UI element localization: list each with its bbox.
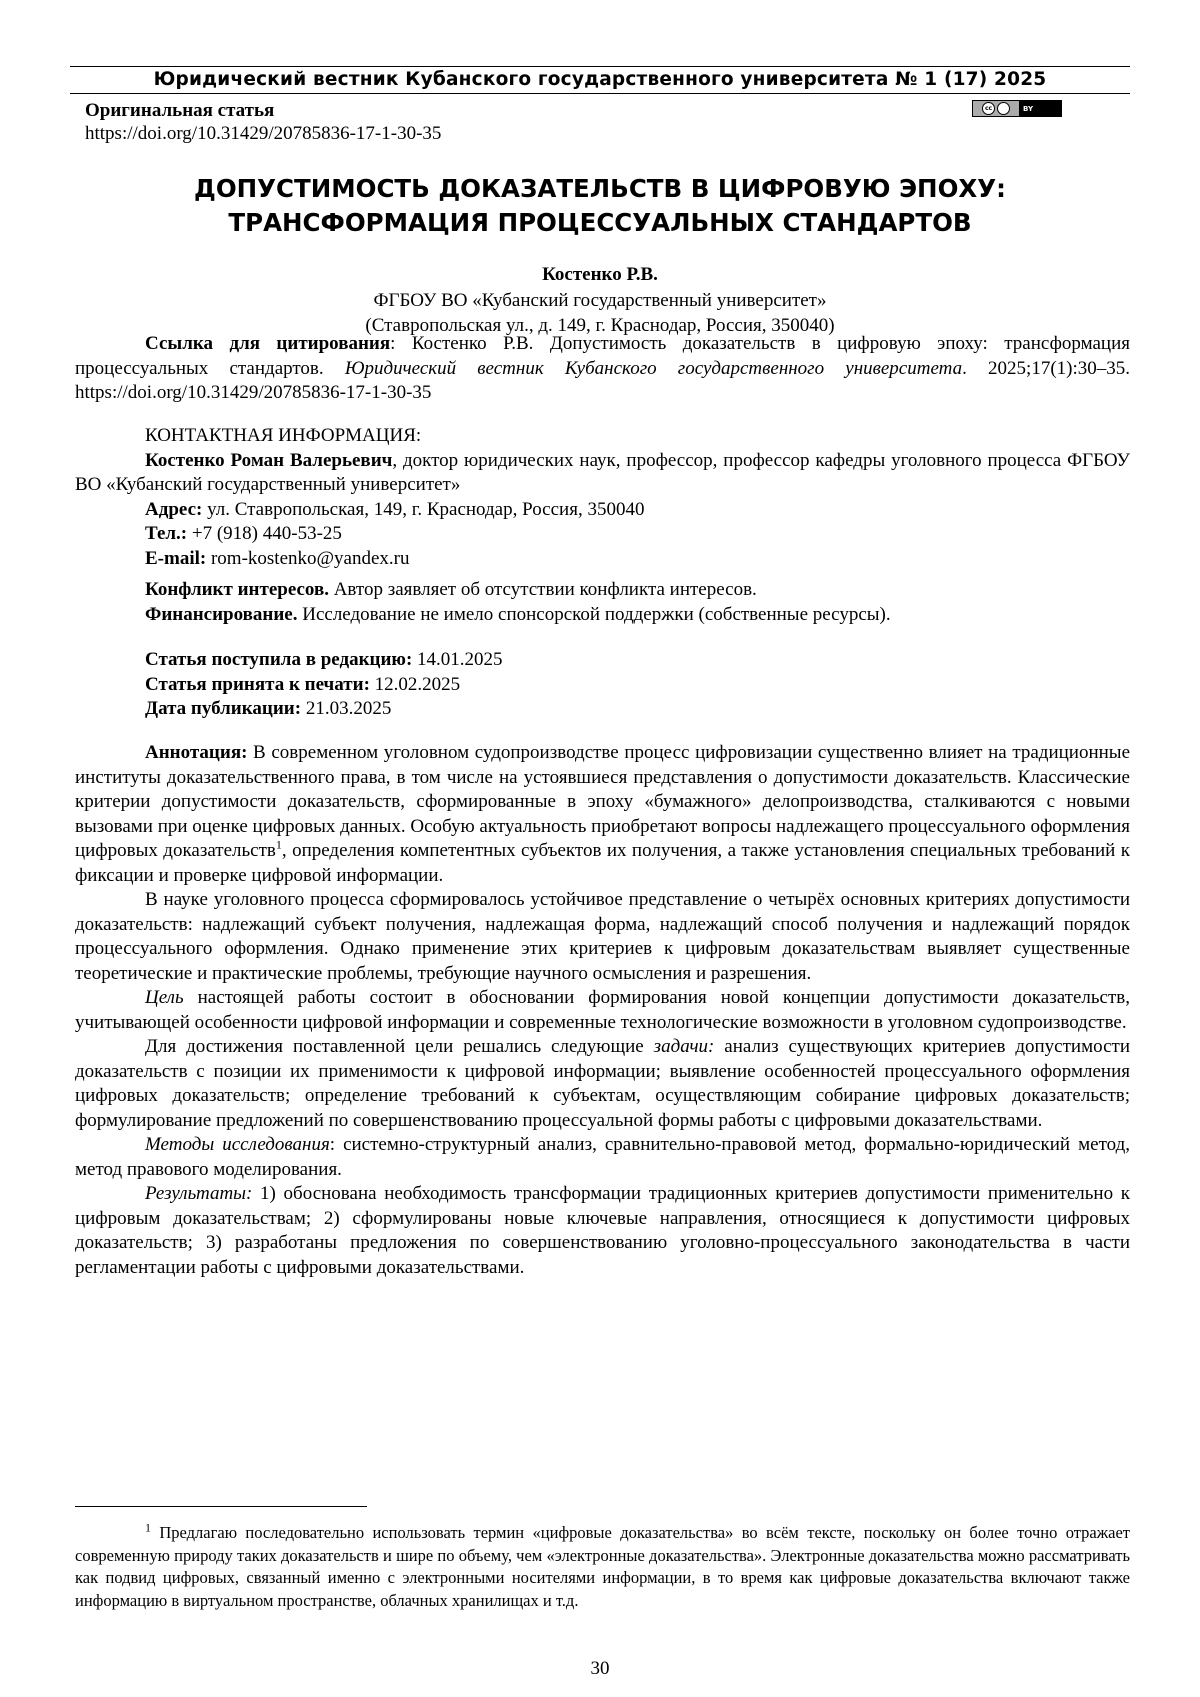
contact-block xyxy=(75,424,1130,571)
funding-text: Исследование не имело спонсорской поддержки (собственные ресурсы). xyxy=(297,603,891,625)
results-label: Результаты: xyxy=(145,1183,253,1204)
cc-by-label: BY xyxy=(1023,104,1034,113)
date-accepted xyxy=(75,673,1130,698)
declarations-block xyxy=(75,578,1130,627)
title-line-2: ТРАНСФОРМАЦИЯ ПРОЦЕССУАЛЬНЫХ СТАНДАРТОВ xyxy=(228,208,972,237)
abstract-paragraph-1 xyxy=(75,741,1130,888)
email-label: E-mail: xyxy=(145,547,207,569)
contact-phone xyxy=(75,522,1130,547)
page-number: 30 xyxy=(590,1658,610,1679)
accepted-label: Статья принята к печати: xyxy=(145,673,370,695)
published-label: Дата публикации: xyxy=(145,698,302,719)
abstract-paragraph-5 xyxy=(75,1133,1130,1182)
author-affiliation xyxy=(0,288,1200,338)
title-line-1: ДОПУСТИМОСТЬ ДОКАЗАТЕЛЬСТВ В ЦИФРОВУЮ ЭПОХУ: xyxy=(194,174,1006,203)
cc-logo-icon xyxy=(973,101,1019,116)
abstract-paragraph-3 xyxy=(75,986,1130,1035)
goal-label: Цель xyxy=(145,987,184,1008)
methods-text: : системно-структурный анализ, сравнительно-правовой метод, формально-юридический метод, метод правового моделирования. xyxy=(75,1134,1130,1180)
citation-text-b: . 2025;17(1):30–35. https://doi.org/10.31429/20785836-17-1-30-35 xyxy=(75,357,1130,403)
contact-heading: КОНТАКТНАЯ ИНФОРМАЦИЯ: xyxy=(145,425,422,446)
tasks-text: анализ существующих критериев допустимости доказательств с позиции их применимости к цифровой информации; выявление особенностей процессуального оформления цифровых доказательств; определение требований к субъектам, осуществляющим собирание цифровых доказательств; формулирование предложений по совершенствованию процессуальной формы работы с цифровыми доказательствами. xyxy=(75,1036,1130,1131)
tasks-label: задачи: xyxy=(653,1036,715,1057)
affiliation-line-2: (Ставропольская ул., д. 149, г. Краснодар, Россия, 350040) xyxy=(365,315,835,336)
abstract-label: Аннотация: xyxy=(145,742,248,763)
affiliation-line-1: ФГБОУ ВО «Кубанский государственный университет» xyxy=(373,290,827,311)
contact-author xyxy=(75,449,1130,498)
journal-header: Юридический вестник Кубанского государственного университета № 1 (17) 2025 xyxy=(70,66,1130,94)
goal-text: настоящей работы состоит в обосновании формирования новой концепции допустимости доказательств, учитывающей особенности цифровой информации и современные технологические возможности в уголовном судопроизводстве. xyxy=(75,987,1130,1033)
phone-label: Тел.: xyxy=(145,523,188,544)
methods-label: Методы исследования xyxy=(145,1134,330,1155)
cc-by-license-badge[interactable] xyxy=(972,100,1062,117)
phone-value: +7 (918) 440-53-25 xyxy=(187,523,342,544)
date-published xyxy=(75,697,1130,722)
tasks-intro: Для достижения поставленной цели решались следующие xyxy=(145,1036,654,1057)
funding-label: Финансирование. xyxy=(145,603,298,625)
article-title xyxy=(70,172,1130,240)
contact-position: , доктор юридических наук, профессор, профессор кафедры уголовного процесса ФГБОУ ВО «Кубанский государственный университет» xyxy=(75,449,1131,495)
conflict-label: Конфликт интересов. xyxy=(145,579,329,600)
received-value: 14.01.2025 xyxy=(412,649,503,670)
citation-block xyxy=(75,332,1130,406)
abstract-p1-a: В современном уголовном судопроизводстве процесс цифровизации существенно влияет на традиционные институты доказательственного права, в том числе на устоявшиеся представления о допустимости доказательств. Классические критерии допустимости доказательств, сформированные в эпоху «бумажного» делопроизводства, сталкиваются с новыми вызовами при оценке цифровых данных. Особую актуальность приобретают вопросы надлежащего процессуального оформления цифровых доказательств xyxy=(75,742,1130,861)
accepted-value: 12.02.2025 xyxy=(369,673,461,695)
results-text: 1) обоснована необходимость трансформации традиционных критериев допустимости применительно к цифровым доказательствам; 2) сформулированы новые ключевые направления, относящиеся к допустимости цифровых доказательств; 3) разработаны предложения по совершенствованию уголовно-процессуального законодательства в части регламентации работы с цифровыми доказательствами. xyxy=(75,1183,1130,1278)
received-label: Статья поступила в редакцию: xyxy=(145,649,413,670)
abstract-paragraph-2: В науке уголовного процесса сформировалось устойчивое представление о четырёх основных критериях допустимости доказательств: надлежащий субъект получения, надлежащая форма, надлежащий способ получения и надлежащий порядок процессуального оформления. Однако применение этих критериев к цифровым доказательствам выявляет существенные теоретические и практические проблемы, требующие научного осмысления и разрешения. xyxy=(75,889,1130,984)
citation-label: Ссылка для цитирования xyxy=(145,333,391,354)
footnote-text: Предлагаю последовательно использовать термин «цифровые доказательства» во всём тексте, поскольку он более точно отражает современную природу таких доказательств и шире по объему, чем «электронные доказательства». Электронные доказательства можно рассматривать как подвид цифровых, связанный именно с электронными носителями информации, в то время как цифровые доказательства включают также информацию в виртуальном пространстве, облачных хранилищах и т.д. xyxy=(75,1523,1130,1610)
footnote-ref[interactable]: 1 xyxy=(275,837,282,852)
dates-block xyxy=(75,648,1130,722)
citation-journal: Юридический вестник Кубанского государственного университета xyxy=(344,357,963,379)
contact-address xyxy=(75,498,1130,523)
footnote-divider xyxy=(75,1506,367,1507)
cc-circle-icon: cc xyxy=(982,102,995,115)
footnote-1 xyxy=(75,1522,1130,1612)
person-icon xyxy=(997,102,1010,115)
footnote-mark: 1 xyxy=(145,1520,151,1535)
doi-link[interactable]: https://doi.org/10.31429/20785836-17-1-30-35 xyxy=(85,123,442,144)
abstract-p1-b: , определения компетентных субъектов их получения, а также установления специальных требований к фиксации и проверке цифровой информации. xyxy=(75,840,1130,886)
abstract-block xyxy=(75,741,1130,1280)
funding xyxy=(75,603,1130,628)
email-value[interactable]: rom-kostenko@yandex.ru xyxy=(206,547,410,569)
contact-name: Костенко Роман Валерьевич xyxy=(145,449,393,471)
abstract-paragraph-4 xyxy=(75,1035,1130,1133)
author-name: Костенко Р.В. xyxy=(542,264,658,285)
conflict-text: Автор заявляет об отсутствии конфликта интересов. xyxy=(328,579,757,600)
abstract-paragraph-6 xyxy=(75,1182,1130,1280)
published-value: 21.03.2025 xyxy=(301,698,392,719)
date-received xyxy=(75,648,1130,673)
address-value: ул. Ставропольская, 149, г. Краснодар, Россия, 350040 xyxy=(202,498,645,520)
contact-email xyxy=(75,547,1130,572)
address-label: Адрес: xyxy=(145,498,203,520)
conflict-of-interest xyxy=(75,578,1130,603)
article-type-label: Оригинальная статья xyxy=(85,100,275,121)
citation-text-a: : Костенко Р.В. Допустимость доказательств в цифровую эпоху: трансформация процессуальных стандартов. xyxy=(75,333,1130,379)
